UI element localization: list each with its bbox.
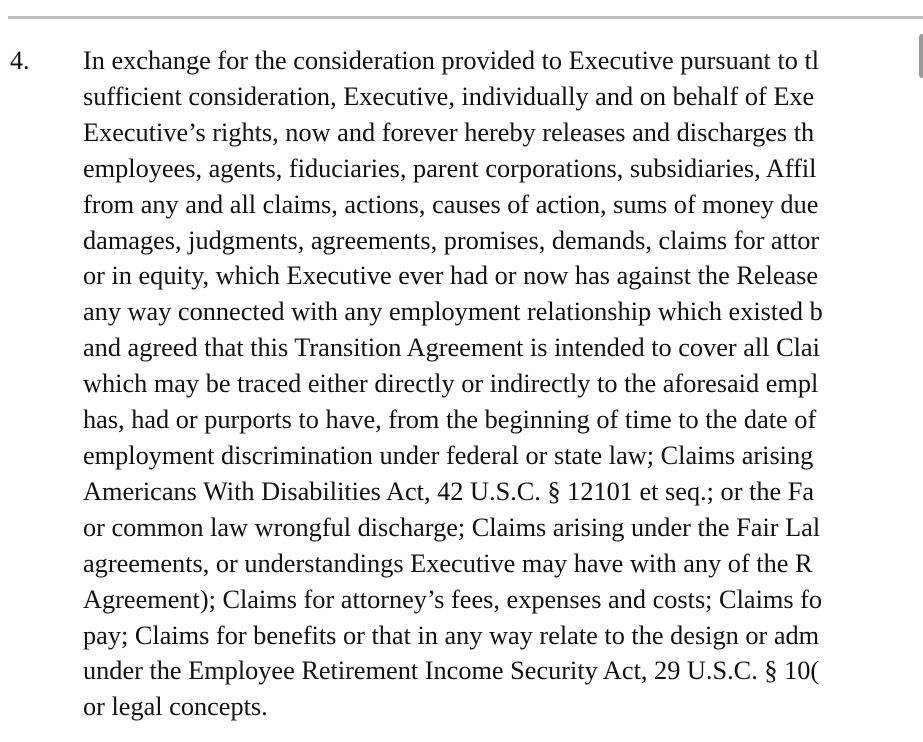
paragraph-line: agreements, or understandings Executive may have with any of the R xyxy=(83,548,813,578)
paragraph-line: which may be traced either directly or indirectly to the aforesaid empl xyxy=(83,369,819,399)
paragraph-line: from any and all claims, actions, causes of action, sums of money due xyxy=(83,189,819,219)
section-number: 4. xyxy=(10,46,30,75)
paragraph-line: employment discrimination under federal or state law; Claims arising xyxy=(83,440,814,470)
paragraph-line: employees, agents, fiduciaries, parent corporations, subsidiaries, Affil xyxy=(83,153,817,183)
paragraph-line: any way connected with any employment relationship which existed b xyxy=(83,297,823,327)
paragraph-line: pay; Claims for benefits or that in any way relate to the design or adm xyxy=(83,620,820,650)
paragraph-line: sufficient consideration, Executive, individually and on behalf of Exe xyxy=(83,81,815,111)
paragraph-line: Agreement); Claims for attorney’s fees, expenses and costs; Claims fo xyxy=(83,584,823,614)
paragraph-line: or in equity, which Executive ever had or now has against the Release xyxy=(83,261,819,291)
paragraph-line: under the Employee Retirement Income Security Act, 29 U.S.C. § 10( xyxy=(83,656,820,686)
paragraph-line: or legal concepts. xyxy=(83,692,268,722)
paragraph-line: Americans With Disabilities Act, 42 U.S.C. § 12101 et seq.; or the Fa xyxy=(83,476,815,506)
paragraph-line: damages, judgments, agreements, promises, demands, claims for attor xyxy=(83,225,820,255)
paragraph-line: In exchange for the consideration provided to Executive pursuant to tl xyxy=(83,46,820,75)
paragraph-line: has, had or purports to have, from the beginning of time to the date of xyxy=(83,405,817,435)
paragraph-line: or common law wrongful discharge; Claims arising under the Fair Lal xyxy=(83,512,821,542)
top-divider xyxy=(8,16,923,19)
section-paragraph xyxy=(83,43,923,725)
paragraph-line: and agreed that this Transition Agreement is intended to cover all Clai xyxy=(83,333,820,363)
paragraph-line: Executive’s rights, now and forever hereby releases and discharges th xyxy=(83,117,815,147)
